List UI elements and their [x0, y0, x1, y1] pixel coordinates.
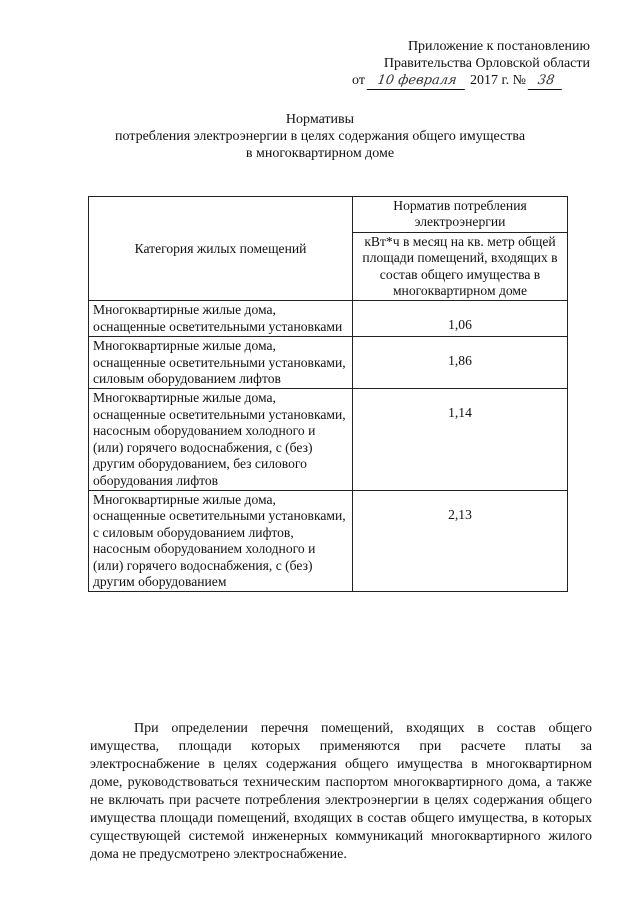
title-line-3: в многоквартирном доме [245, 146, 395, 161]
title-line-2: потребления электроэнергии в целях содержания общего имущества [114, 129, 526, 144]
title-line-1: Нормативы [285, 112, 355, 127]
norms-table [88, 196, 568, 592]
table-row [89, 301, 568, 337]
appendix-header [350, 38, 590, 90]
note-paragraph: При определении перечня помещений, входящих в состав общего имущества, площади которых применяются при расчете платы за электроснабжение в целях содержания общего имущества в многоквартирном доме, руководствоваться техническим паспортом многоквартирного дома, а также не включать при расчете потребления электроэнергии в целях содержания общего имущества площади помещений, входящих в состав общего имущества, в которых существующей системой инженерных коммуникаций многоквартирного жилого дома не предусмотрено электроснабжение. [90, 721, 592, 862]
handwritten-number: 38 [528, 72, 565, 90]
category-header: Категория жилых помещений [89, 197, 353, 301]
value-cell: 1,06 [353, 301, 568, 337]
category-cell: Многоквартирные жилые дома, оснащенные осветительными установками, с силовым оборудованием лифтов, насосным оборудованием холодного и (или) горячего водоснабжения, с (без) другим оборудованием [89, 490, 353, 591]
category-cell: Многоквартирные жилые дома, оснащенные осветительными установками, насосным оборудованием холодного и (или) горячего водоснабжения, с (без) другим оборудованием, без силового оборудования лифтов [89, 389, 353, 490]
document-title [60, 111, 580, 162]
appendix-line-2: Правительства Орловской области [383, 56, 590, 71]
category-cell: Многоквартирные жилые дома, оснащенные осветительными установками [89, 301, 353, 337]
norm-header: Норматив потребления электроэнергии [353, 197, 568, 233]
value-cell: 1,14 [353, 389, 568, 490]
table-header-row [89, 197, 568, 233]
year-text: 2017 г. № [469, 73, 526, 88]
date-prefix: от [352, 73, 365, 88]
appendix-line-3 [350, 72, 590, 90]
handwritten-date: 10 февраля [367, 72, 468, 90]
value-cell: 1,86 [353, 337, 568, 389]
unit-header: кВт*ч в месяц на кв. метр общей площади помещений, входящих в состав общего имущества в многоквартирном доме [353, 232, 568, 301]
table-row [89, 389, 568, 490]
category-cell: Многоквартирные жилые дома, оснащенные осветительными установками, силовым оборудованием лифтов [89, 337, 353, 389]
table-row [89, 337, 568, 389]
value-cell: 2,13 [353, 490, 568, 591]
table-row [89, 490, 568, 591]
appendix-line-1: Приложение к постановлению [407, 39, 590, 54]
